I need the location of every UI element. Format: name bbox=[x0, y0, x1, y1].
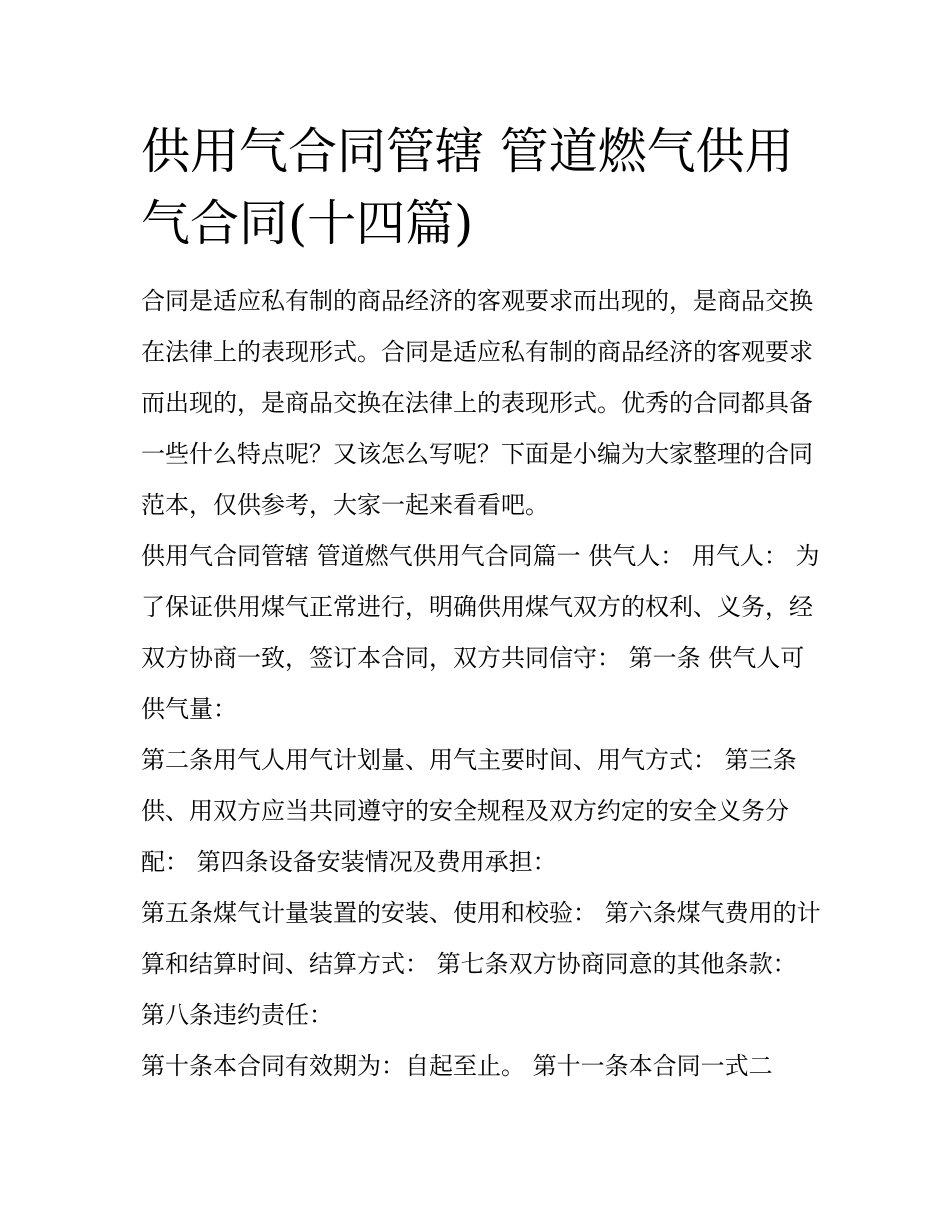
document-body bbox=[141, 276, 821, 1092]
paragraph-articles-10-11: 第十条本合同有效期为：自起至止。 第十一条本合同一式二 bbox=[141, 1052, 773, 1080]
paragraph-intro: 合同是适应私有制的商品经济的客观要求而出现的，是商品交换在法律上的表现形式。合同是适应私有制的商品经济的客观要求而出现的，是商品交换在法律上的表现形式。优秀的合同都具备一些什么特点呢？又该怎么写呢？下面是小编为大家整理的合同范本，仅供参考，大家一起来看看吧。 bbox=[141, 287, 813, 519]
paragraph-contract-opening: 供用气合同管辖 管道燃气供用气合同篇一 供气人： 用气人： 为了保证供用煤气正常进行，明确供用煤气双方的权利、义务，经双方协商一致，签订本合同，双方共同信守： 第一条 供气人可供气量： bbox=[141, 542, 820, 723]
document-title: 供用气合同管辖 管道燃气供用气合同(十四篇) bbox=[141, 123, 794, 252]
paragraph-articles-5-8: 第五条煤气计量装置的安装、使用和校验： 第六条煤气费用的计算和结算时间、结算方式： 第七条双方协商同意的其他条款： 第八条违约责任： bbox=[141, 899, 821, 1029]
paragraph-articles-2-4: 第二条用气人用气计划量、用气主要时间、用气方式： 第三条供、用双方应当共同遵守的安全规程及双方约定的安全义务分配： 第四条设备安装情况及费用承担： bbox=[141, 746, 797, 876]
